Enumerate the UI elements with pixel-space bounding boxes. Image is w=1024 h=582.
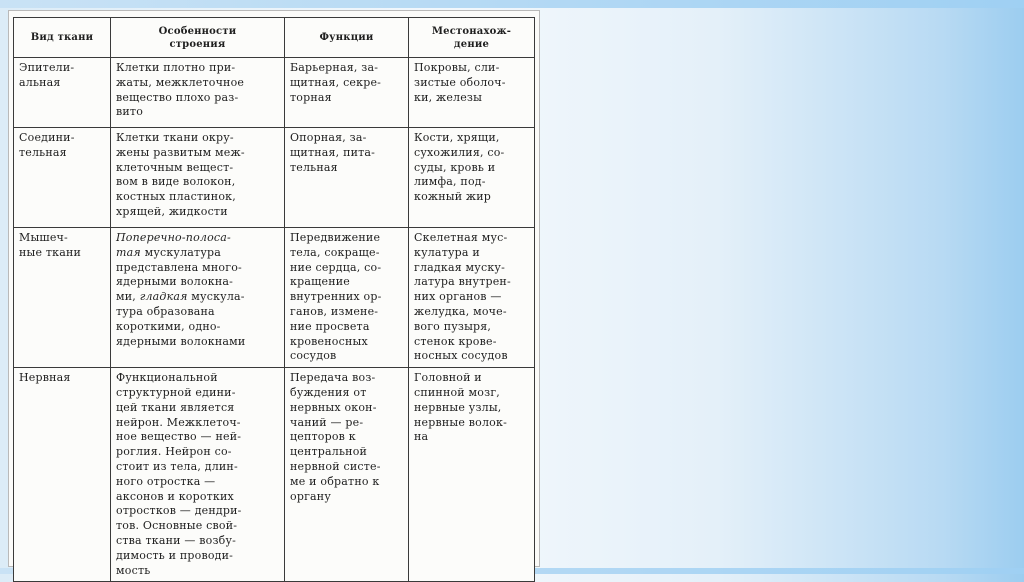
table-row — [14, 128, 535, 228]
italic-term-smooth: гладкая — [139, 290, 188, 304]
cell-structure: Функциональной структурной едини- цей ткани является нейрон. Межклеточ- ное вещество — ней- роглия. Нейрон со- стоит из тела, длин- ного отростка — аксонов и коротких отростков — дендри- тов. Основные свой- ства ткани — возбу- димость и проводи- мость — [111, 368, 285, 582]
cell-location: Головной и спинной мозг, нервные узлы, нервные волок- на — [409, 368, 535, 582]
header-functions: Функции — [285, 18, 409, 58]
top-decor-band — [0, 0, 1024, 8]
cell-type: Нервная — [14, 368, 111, 582]
table-header-row — [14, 18, 535, 58]
structure-text: мускула- тура образована короткими, одно- ядерными волокнами — [116, 290, 246, 348]
table-row — [14, 368, 535, 582]
cell-functions: Опорная, за- щитная, пита- тельная — [285, 128, 409, 228]
table-row — [14, 228, 535, 368]
cell-type: Соедини- тельная — [14, 128, 111, 228]
header-structure: Особенности строения — [111, 18, 285, 58]
header-tissue-type: Вид ткани — [14, 18, 111, 58]
cell-location: Кости, хрящи, сухожилия, со- суды, кровь и лимфа, под- кожный жир — [409, 128, 535, 228]
cell-location: Покровы, сли- зистые оболоч- ки, железы — [409, 58, 535, 128]
cell-type: Мышеч- ные ткани — [14, 228, 111, 368]
cell-type: Эпители- альная — [14, 58, 111, 128]
cell-functions: Передвижение тела, сокраще- ние сердца, со- кращение внутренних ор- ганов, измене- ние просвета кровеносных сосудов — [285, 228, 409, 368]
cell-structure — [111, 228, 285, 368]
cell-location: Скелетная мус- кулатура и гладкая муску- латура внутрен- них органов — желудка, моче- вого пузыря, стенок крове- носных сосудов — [409, 228, 535, 368]
italic-term-striated: Поперечно-полоса- тая — [116, 231, 231, 259]
tissue-table — [13, 17, 535, 582]
cell-structure: Клетки плотно при- жаты, межклеточное вещество плохо раз- вито — [111, 58, 285, 128]
cell-functions: Передача воз- буждения от нервных окон- чаний — ре- цепторов к центральной нервной систе- ме и обратно к органу — [285, 368, 409, 582]
cell-functions: Барьерная, за- щитная, секре- торная — [285, 58, 409, 128]
cell-structure: Клетки ткани окру- жены развитым меж- клеточным вещест- вом в виде волокон, костных пластинок, хрящей, жидкости — [111, 128, 285, 228]
header-location: Местонахож- дение — [409, 18, 535, 58]
structure-text: мускулатура представлена много- ядерными волокна- ми, — [116, 245, 242, 304]
table-image — [8, 10, 540, 577]
table-row — [14, 58, 535, 128]
